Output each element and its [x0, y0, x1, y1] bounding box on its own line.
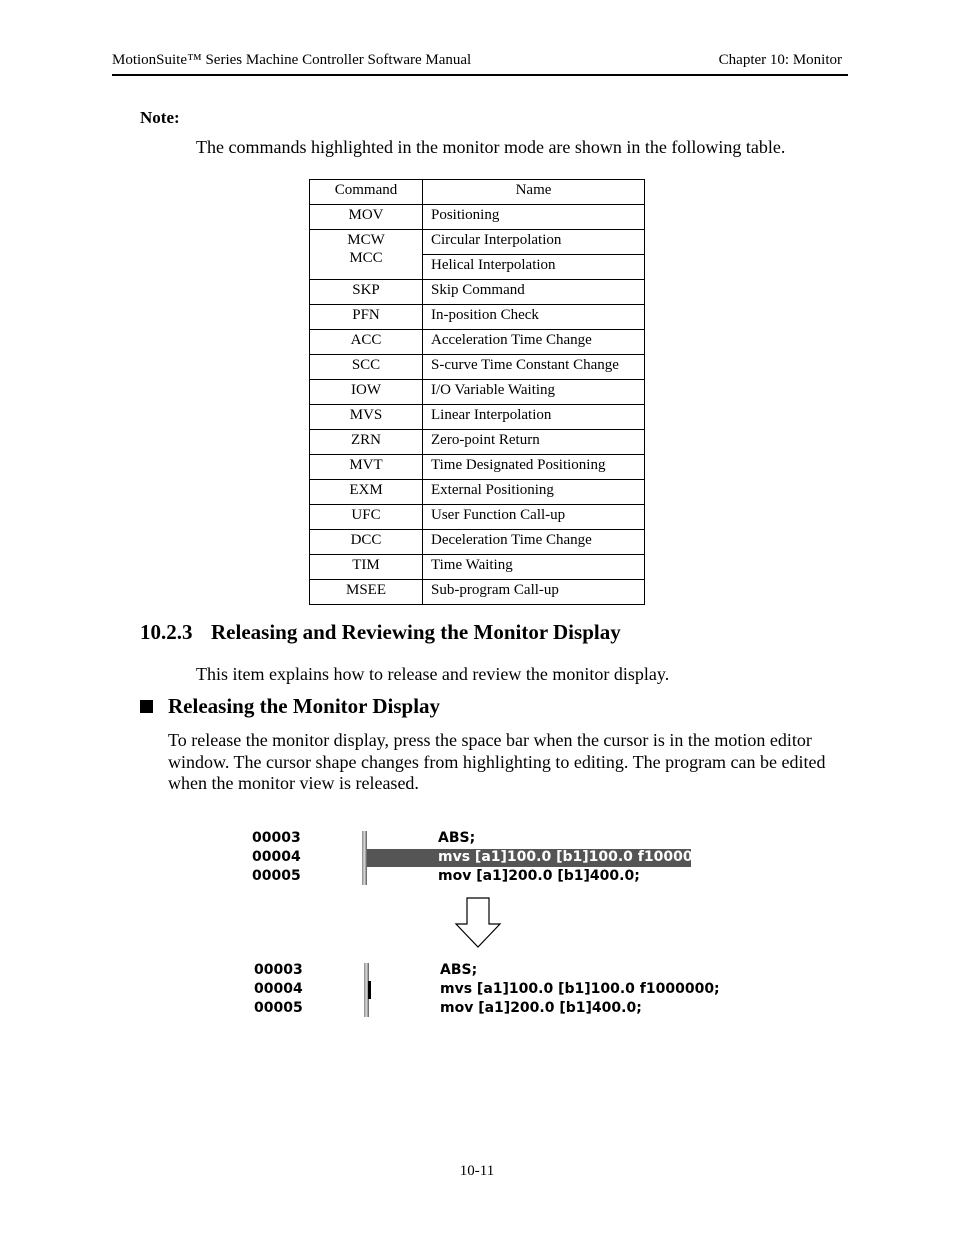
- table-row: [310, 530, 645, 555]
- code-line: ABS;: [438, 830, 476, 846]
- line-number: 00004: [254, 981, 303, 997]
- table-cell-command: PFN: [310, 305, 423, 330]
- table-row: [310, 330, 645, 355]
- table-cell-command: IOW: [310, 380, 423, 405]
- table-cell-command: MVS: [310, 405, 423, 430]
- section-intro: This item explains how to release and review the monitor display.: [196, 664, 670, 684]
- table-row: [310, 555, 645, 580]
- down-arrow-icon: [453, 897, 503, 949]
- table-cell-command-line2: MCC: [349, 250, 383, 266]
- note-label: Note:: [140, 108, 180, 127]
- table-row: [310, 280, 645, 305]
- line-number: 00003: [252, 830, 301, 846]
- code-view-edit: [252, 961, 720, 1021]
- code-line: ABS;: [440, 962, 478, 978]
- table-cell-name: In-position Check: [423, 305, 645, 330]
- table-row: [310, 230, 645, 255]
- table-row: [310, 455, 645, 480]
- table-row: [310, 480, 645, 505]
- table-cell-name: User Function Call-up: [423, 505, 645, 530]
- header-rule: [112, 74, 848, 76]
- table-cell-command: MOV: [310, 205, 423, 230]
- table-cell-name: Time Waiting: [423, 555, 645, 580]
- section-heading: [140, 620, 621, 645]
- table-cell-command: ACC: [310, 330, 423, 355]
- table-cell-name: Zero-point Return: [423, 430, 645, 455]
- manual-title: MotionSuite™ Series Machine Controller Software Manual: [112, 52, 472, 68]
- table-cell-name: Time Designated Positioning: [423, 455, 645, 480]
- table-cell-name: Acceleration Time Change: [423, 330, 645, 355]
- subsection-body: To release the monitor display, press the space bar when the cursor is in the motion editor window. The cursor shape changes from highlighting to editing. The program can be edited when the monitor view is released.: [168, 730, 826, 793]
- table-row: [310, 205, 645, 230]
- table-row: [310, 380, 645, 405]
- table-cell-name: External Positioning: [423, 480, 645, 505]
- table-cell-name: Linear Interpolation: [423, 405, 645, 430]
- page-number: 10-11: [459, 1163, 495, 1179]
- table-header-row: [310, 180, 645, 205]
- table-cell-command: MSEE: [310, 580, 423, 605]
- table-cell-command: ZRN: [310, 430, 423, 455]
- code-line-highlighted: mvs [a1]100.0 [b1]100.0 f1000000;: [438, 849, 718, 865]
- code-line: mov [a1]200.0 [b1]400.0;: [438, 868, 640, 884]
- table-header-command: Command: [310, 180, 423, 205]
- command-table: [309, 179, 645, 605]
- table-cell-command: [310, 230, 423, 280]
- table-cell-name: Circular Interpolation: [423, 230, 645, 255]
- chapter-title: Chapter 10: Monitor: [718, 52, 842, 68]
- table-cell-name: Positioning: [423, 205, 645, 230]
- code-line: mov [a1]200.0 [b1]400.0;: [440, 1000, 642, 1016]
- table-cell-name: S-curve Time Constant Change: [423, 355, 645, 380]
- table-cell-command: SKP: [310, 280, 423, 305]
- table-row: [310, 355, 645, 380]
- line-number: 00004: [252, 849, 301, 865]
- square-bullet-icon: [140, 700, 153, 713]
- table-cell-command: DCC: [310, 530, 423, 555]
- table-row: [310, 505, 645, 530]
- table-row: [310, 580, 645, 605]
- section-title: Releasing and Reviewing the Monitor Display: [211, 620, 621, 644]
- line-number: 00005: [252, 868, 301, 884]
- section-number: 10.2.3: [140, 620, 193, 644]
- table-row: [310, 405, 645, 430]
- table-row: [310, 305, 645, 330]
- table-cell-name: Helical Interpolation: [423, 255, 645, 280]
- table-cell-name: I/O Variable Waiting: [423, 380, 645, 405]
- note-text: The commands highlighted in the monitor mode are shown in the following table.: [196, 137, 786, 157]
- line-number: 00005: [254, 1000, 303, 1016]
- table-cell-name: Sub-program Call-up: [423, 580, 645, 605]
- line-number: 00003: [254, 962, 303, 978]
- table-row: [310, 430, 645, 455]
- table-cell-command: SCC: [310, 355, 423, 380]
- table-header-name: Name: [423, 180, 645, 205]
- table-cell-command: TIM: [310, 555, 423, 580]
- edit-cursor: [368, 981, 371, 999]
- table-cell-command: EXM: [310, 480, 423, 505]
- table-cell-name: Deceleration Time Change: [423, 530, 645, 555]
- table-cell-command-line1: MCW: [347, 232, 385, 248]
- subsection-heading: [140, 694, 440, 719]
- code-line: mvs [a1]100.0 [b1]100.0 f1000000;: [440, 981, 720, 997]
- table-cell-command: UFC: [310, 505, 423, 530]
- table-cell-command: MVT: [310, 455, 423, 480]
- table-cell-name: Skip Command: [423, 280, 645, 305]
- subsection-title: Releasing the Monitor Display: [168, 694, 441, 718]
- code-view-monitor: [250, 829, 718, 889]
